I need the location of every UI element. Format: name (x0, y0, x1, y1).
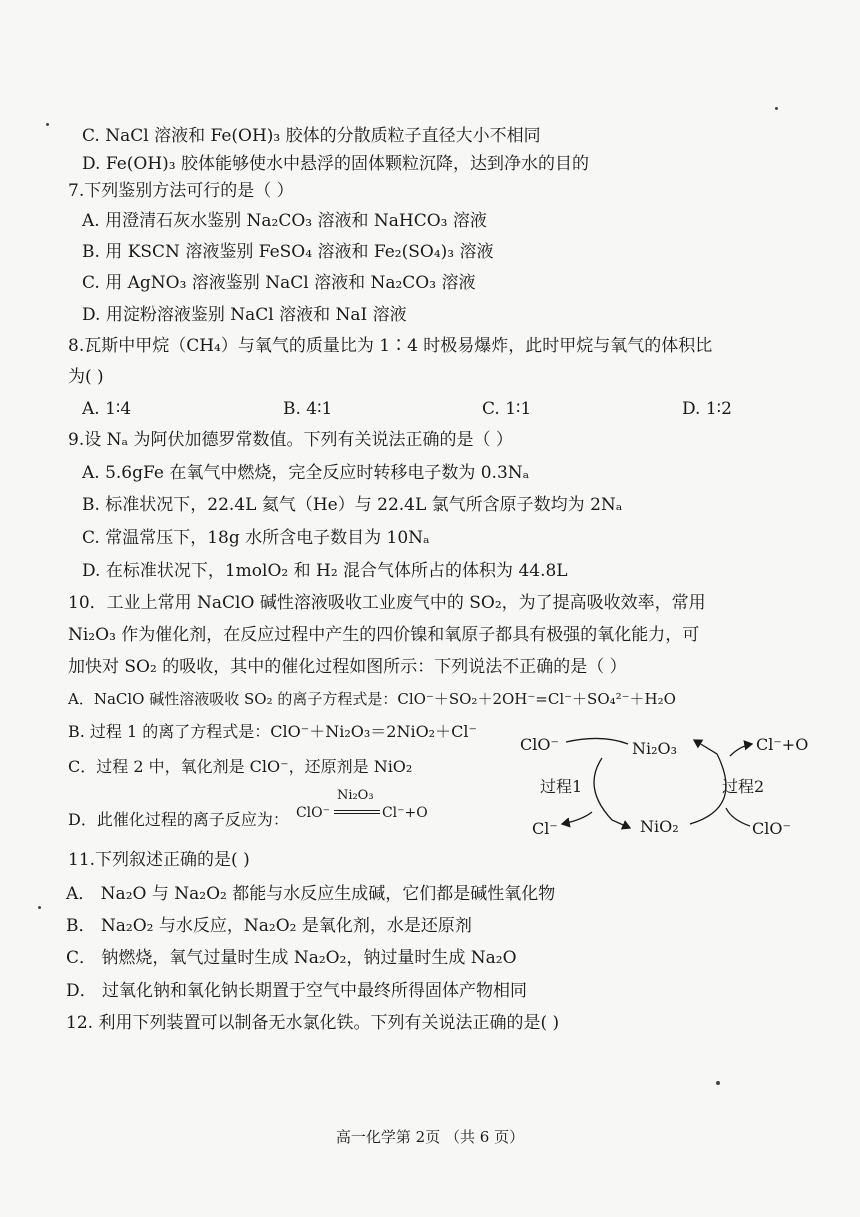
q10-option-b: B. 过程 1 的离了方程式是：ClO⁻＋Ni₂O₃＝2NiO₂＋Cl⁻ (68, 722, 477, 741)
q10-option-a: A．NaClO 碱性溶液吸收 SO₂ 的离子方程式是：ClO⁻＋SO₂＋2OH⁻=Cl⁻＋SO₄²⁻＋H₂O (68, 690, 676, 708)
diagram-process-2: 过程2 (722, 777, 765, 796)
arrow-to-cl-o (730, 744, 752, 756)
q11-stem: 11.下列叙述正确的是( ) (68, 850, 250, 870)
q8-stem-line2: 为( ) (68, 367, 104, 387)
q8-option-a: A. 1∶4 (82, 399, 132, 419)
q8-option-b: B. 4∶1 (283, 399, 333, 419)
reaction-reactant: ClO⁻ (295, 805, 330, 821)
scan-speck (46, 123, 49, 126)
reaction-product: Cl⁻+O (381, 805, 428, 821)
q10-stem-line3: 加快对 SO₂ 的吸收，其中的催化过程如图所示：下列说法不正确的是（ ） (68, 657, 627, 677)
q11-option-a: A． Na₂O 与 Na₂O₂ 都能与水反应生成碱，它们都是碱性氧化物 (66, 884, 556, 904)
q7-option-a: A. 用澄清石灰水鉴别 Na₂CO₃ 溶液和 NaHCO₃ 溶液 (82, 211, 487, 231)
arrow-process2 (690, 740, 726, 824)
q8-option-c: C. 1∶1 (482, 399, 532, 419)
q12-stem: 12. 利用下列装置可以制备无水氯化铁。下列有关说法正确的是( ) (66, 1013, 560, 1033)
q11-option-c: C． 钠燃烧，氧气过量时生成 Na₂O₂，钠过量时生成 Na₂O (66, 948, 517, 968)
q10-option-d-prefix: D．此催化过程的离子反应为： (68, 810, 289, 829)
q9-option-d: D. 在标准状况下，1molO₂ 和 H₂ 混合气体所占的体积为 44.8L (82, 561, 568, 581)
q7-option-b: B. 用 KSCN 溶液鉴别 FeSO₄ 溶液和 Fe₂(SO₄)₃ 溶液 (82, 242, 494, 262)
q10-stem-line1: 10．工业上常用 NaClO 碱性溶液吸收工业废气中的 SO₂，为了提高吸收效率，常用 (68, 593, 706, 613)
scan-speck (38, 906, 41, 909)
diagram-ni2o3: Ni₂O₃ (632, 739, 678, 758)
arrow-process1 (594, 758, 630, 828)
catalytic-cycle-diagram (512, 728, 812, 840)
q9-option-a: A. 5.6gFe 在氧气中燃烧，完全反应时转移电子数为 0.3Nₐ (82, 463, 530, 483)
q11-option-b: B． Na₂O₂ 与水反应，Na₂O₂ 是氧化剂，水是还原剂 (66, 916, 472, 936)
q6-option-c: C. NaCl 溶液和 Fe(OH)₃ 胶体的分散质粒子直径大小不相同 (82, 126, 541, 146)
q7-stem: 7.下列鉴别方法可行的是（ ） (68, 181, 294, 201)
diagram-clo-top: ClO⁻ (520, 735, 559, 754)
q7-option-d: D. 用淀粉溶液鉴别 NaCl 溶液和 NaI 溶液 (82, 305, 407, 325)
q10-option-d (68, 788, 428, 832)
catalysed-reaction (295, 788, 428, 825)
q7-option-c: C. 用 AgNO₃ 溶液鉴别 NaCl 溶液和 Na₂CO₃ 溶液 (82, 273, 476, 293)
q8-option-d: D. 1∶2 (682, 399, 732, 419)
arrow-to-cl (562, 812, 592, 824)
page-footer: 高一化学第 2页 （共 6 页） (335, 1128, 525, 1146)
diagram-cl-bottom: Cl⁻ (532, 819, 558, 838)
q10-stem-line2: Ni₂O₃ 作为催化剂，在反应过程中产生的四价镍和氧原子都具有极强的氧化能力，可 (68, 625, 700, 645)
arrow-from-clo (726, 808, 750, 826)
q8-stem-line1: 8.瓦斯中甲烷（CH₄）与氧气的质量比为 1∶4 时极易爆炸，此时甲烷与氧气的体积比 (68, 336, 713, 356)
q6-option-d: D. Fe(OH)₃ 胶体能够使水中悬浮的固体颗粒沉降，达到净水的目的 (82, 154, 590, 174)
diagram-process-1: 过程1 (540, 777, 583, 796)
scan-speck (716, 1081, 720, 1085)
q9-stem: 9.设 Nₐ 为阿伏加德罗常数值。下列有关说法正确的是（ ） (68, 430, 513, 450)
diagram-clo-bottom: ClO⁻ (752, 819, 791, 838)
q9-option-b: B. 标准状况下，22.4L 氦气（He）与 22.4L 氯气所含原子数均为 2Nₐ (82, 495, 623, 515)
diagram-nio2: NiO₂ (640, 817, 679, 836)
q9-option-c: C. 常温常压下，18g 水所含电子数目为 10Nₐ (82, 528, 430, 548)
reaction-equals-sign (334, 810, 380, 814)
q11-option-d: D． 过氧化钠和氧化钠长期置于空气中最终所得固体产物相同 (66, 981, 528, 1001)
arrow-clo-to-ni2o3 (566, 738, 628, 744)
diagram-cl-o: Cl⁻+O (756, 735, 809, 754)
scan-speck (775, 107, 778, 110)
reaction-catalyst: Ni₂O₃ (336, 788, 374, 803)
q10-option-c: C．过程 2 中，氧化剂是 ClO⁻，还原剂是 NiO₂ (68, 757, 413, 776)
